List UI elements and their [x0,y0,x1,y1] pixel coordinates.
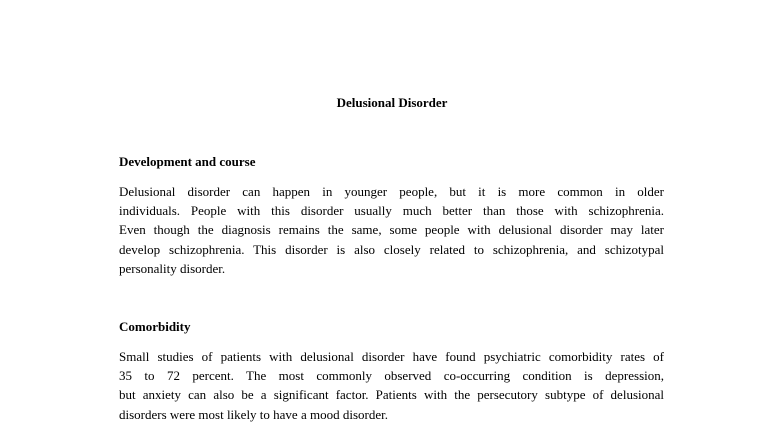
section-heading-development: Development and course [119,154,256,169]
document-title: Delusional Disorder [336,95,448,110]
paragraph-line: Small studies of patients with delusional disorder have found psychiatric comorbidity rates of [119,349,664,364]
paragraph-line: develop schizophrenia. This disorder is also closely related to schizophrenia, and schizotypal [119,241,664,257]
paragraph-line: but anxiety can also be a significant factor. Patients with the persecutory subtype of delusional [119,387,664,403]
paragraph-line: individuals. People with this disorder usually much better than those with schizophrenia. [119,203,664,219]
section-paragraph-comorbidity [119,347,664,424]
paragraph-line: Even though the diagnosis remains the same, some people with delusional disorder may later [119,222,664,238]
section-heading-comorbidity: Comorbidity [119,319,191,334]
paragraph-line: personality disorder. [119,260,226,276]
section-paragraph-development [119,182,664,278]
paragraph-line: Delusional disorder can happen in younger people, but it is more common in older [119,184,664,199]
paragraph-line: 35 to 72 percent. The most commonly observed co-occurring condition is depression, [119,368,664,384]
paragraph-line: disorders were most likely to have a mood disorder. [119,406,388,422]
